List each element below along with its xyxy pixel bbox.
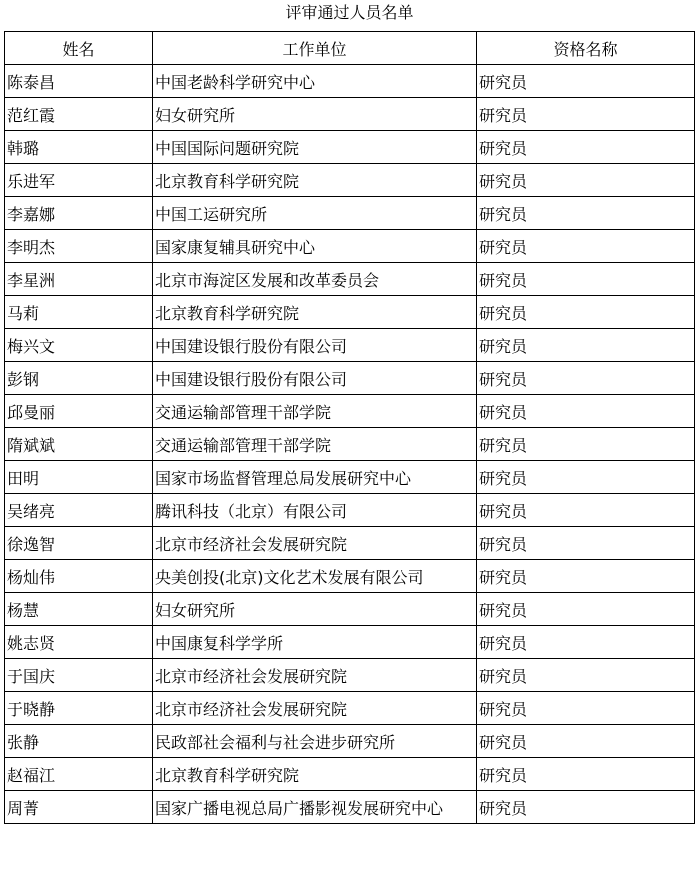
cell-name: 邱曼丽: [5, 395, 153, 428]
cell-work-unit: 交通运输部管理干部学院: [153, 395, 477, 428]
table-row: [5, 725, 695, 758]
cell-name: 杨灿伟: [5, 560, 153, 593]
cell-qualification: 研究员: [477, 527, 695, 560]
table-row: [5, 263, 695, 296]
cell-name: 马莉: [5, 296, 153, 329]
table-header-row: [5, 32, 695, 65]
cell-qualification: 研究员: [477, 494, 695, 527]
cell-qualification: 研究员: [477, 692, 695, 725]
cell-qualification: 研究员: [477, 131, 695, 164]
cell-work-unit: 北京市海淀区发展和改革委员会: [153, 263, 477, 296]
cell-name: 隋斌斌: [5, 428, 153, 461]
header-work-unit: 工作单位: [153, 32, 477, 65]
cell-work-unit: 国家广播电视总局广播影视发展研究中心: [153, 791, 477, 824]
cell-qualification: 研究员: [477, 230, 695, 263]
cell-name: 姚志贤: [5, 626, 153, 659]
cell-qualification: 研究员: [477, 197, 695, 230]
table-row: [5, 791, 695, 824]
cell-name: 李星洲: [5, 263, 153, 296]
cell-name: 韩璐: [5, 131, 153, 164]
cell-qualification: 研究员: [477, 362, 695, 395]
table-row: [5, 164, 695, 197]
cell-name: 李明杰: [5, 230, 153, 263]
table-row: [5, 329, 695, 362]
cell-qualification: 研究员: [477, 560, 695, 593]
cell-qualification: 研究员: [477, 263, 695, 296]
cell-work-unit: 中国国际问题研究院: [153, 131, 477, 164]
cell-work-unit: 北京教育科学研究院: [153, 758, 477, 791]
document-title: 评审通过人员名单: [285, 3, 414, 22]
cell-name: 陈泰昌: [5, 65, 153, 98]
table-row: [5, 758, 695, 791]
roster-table: [4, 31, 695, 824]
cell-name: 徐逸智: [5, 527, 153, 560]
cell-name: 范红霞: [5, 98, 153, 131]
cell-work-unit: 北京市经济社会发展研究院: [153, 692, 477, 725]
cell-work-unit: 腾讯科技（北京）有限公司: [153, 494, 477, 527]
cell-qualification: 研究员: [477, 164, 695, 197]
table-row: [5, 626, 695, 659]
cell-qualification: 研究员: [477, 725, 695, 758]
cell-qualification: 研究员: [477, 65, 695, 98]
cell-work-unit: 交通运输部管理干部学院: [153, 428, 477, 461]
cell-work-unit: 中国康复科学学所: [153, 626, 477, 659]
cell-name: 杨慧: [5, 593, 153, 626]
table-body: [5, 65, 695, 824]
cell-work-unit: 北京教育科学研究院: [153, 296, 477, 329]
cell-name: 梅兴文: [5, 329, 153, 362]
cell-name: 于晓静: [5, 692, 153, 725]
cell-work-unit: 中国工运研究所: [153, 197, 477, 230]
header-name: 姓名: [5, 32, 153, 65]
table-row: [5, 362, 695, 395]
cell-name: 赵福江: [5, 758, 153, 791]
cell-qualification: 研究员: [477, 791, 695, 824]
table-row: [5, 461, 695, 494]
cell-work-unit: 北京教育科学研究院: [153, 164, 477, 197]
cell-qualification: 研究员: [477, 593, 695, 626]
cell-name: 周菁: [5, 791, 153, 824]
cell-qualification: 研究员: [477, 329, 695, 362]
cell-name: 于国庆: [5, 659, 153, 692]
cell-work-unit: 妇女研究所: [153, 98, 477, 131]
cell-work-unit: 妇女研究所: [153, 593, 477, 626]
cell-qualification: 研究员: [477, 395, 695, 428]
cell-work-unit: 央美创投(北京)文化艺术发展有限公司: [153, 560, 477, 593]
cell-name: 田明: [5, 461, 153, 494]
cell-work-unit: 北京市经济社会发展研究院: [153, 527, 477, 560]
table-row: [5, 395, 695, 428]
cell-work-unit: 国家市场监督管理总局发展研究中心: [153, 461, 477, 494]
cell-qualification: 研究员: [477, 758, 695, 791]
table-row: [5, 560, 695, 593]
header-qualification: 资格名称: [477, 32, 695, 65]
cell-work-unit: 中国建设银行股份有限公司: [153, 362, 477, 395]
cell-name: 吴绪亮: [5, 494, 153, 527]
cell-qualification: 研究员: [477, 428, 695, 461]
cell-qualification: 研究员: [477, 461, 695, 494]
table-row: [5, 659, 695, 692]
table-row: [5, 428, 695, 461]
cell-name: 乐进军: [5, 164, 153, 197]
cell-work-unit: 中国建设银行股份有限公司: [153, 329, 477, 362]
cell-name: 张静: [5, 725, 153, 758]
cell-qualification: 研究员: [477, 296, 695, 329]
table-row: [5, 296, 695, 329]
table-row: [5, 494, 695, 527]
table-row: [5, 197, 695, 230]
cell-qualification: 研究员: [477, 659, 695, 692]
table-row: [5, 230, 695, 263]
cell-name: 李嘉娜: [5, 197, 153, 230]
table-row: [5, 527, 695, 560]
cell-work-unit: 民政部社会福利与社会进步研究所: [153, 725, 477, 758]
table-row: [5, 692, 695, 725]
cell-work-unit: 国家康复辅具研究中心: [153, 230, 477, 263]
cell-qualification: 研究员: [477, 98, 695, 131]
cell-work-unit: 中国老龄科学研究中心: [153, 65, 477, 98]
cell-work-unit: 北京市经济社会发展研究院: [153, 659, 477, 692]
table-row: [5, 65, 695, 98]
table-row: [5, 98, 695, 131]
table-row: [5, 593, 695, 626]
cell-name: 彭钢: [5, 362, 153, 395]
cell-qualification: 研究员: [477, 626, 695, 659]
table-row: [5, 131, 695, 164]
